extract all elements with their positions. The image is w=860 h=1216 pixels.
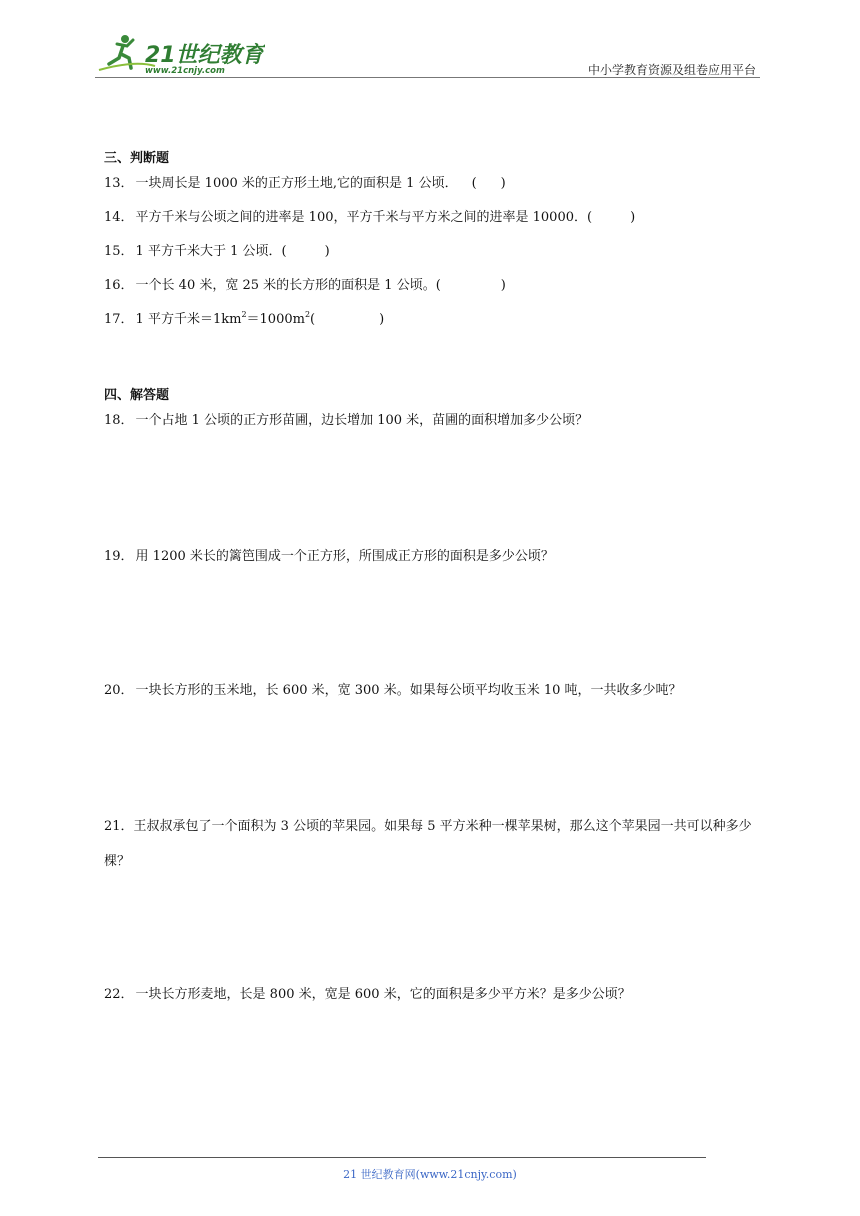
question-number: 16． [104, 278, 134, 293]
question-13 [104, 175, 506, 192]
section-title-problems: 四、解答题 [104, 388, 170, 403]
header-divider [95, 77, 760, 78]
question-text: 一块长方形的玉米地，长 600 米，宽 300 米。如果每公顷平均收玉米 10 吨，一共收多少吨？ [135, 683, 682, 698]
question-16 [104, 277, 506, 294]
question-text-part: 1 平方千米＝1km [135, 312, 242, 327]
question-text-part: ＝1000m [246, 312, 305, 327]
question-19 [104, 548, 554, 565]
question-22 [104, 986, 631, 1003]
svg-text:21世纪教育: 21世纪教育 [145, 43, 264, 68]
question-number: 21． [104, 819, 134, 834]
logo [95, 30, 265, 76]
superscript: 2 [304, 310, 311, 319]
question-number: 14． [104, 210, 134, 225]
question-text: 王叔叔承包了一个面积为 3 公顷的苹果园。如果每 5 平方米种一棵苹果树，那么这个苹果园一共可以种多少棵？ [104, 819, 752, 869]
answer-paren-open: ( [281, 244, 287, 259]
question-number: 19． [104, 549, 134, 564]
question-text: 用 1200 米长的篱笆围成一个正方形，所围成正方形的面积是多少公顷？ [135, 549, 554, 564]
question-text: 一块周长是 1000 米的正方形土地,它的面积是 1 公顷． [135, 176, 458, 191]
page-header [0, 0, 860, 80]
question-text: 一个占地 1 公顷的正方形苗圃，边长增加 100 米，苗圃的面积增加多少公顷？ [135, 413, 589, 428]
answer-paren-close: ) [324, 244, 330, 259]
question-15 [104, 243, 330, 260]
question-number: 20． [104, 683, 134, 698]
footer-link[interactable]: 21 世纪教育网(www.21cnjy.com) [343, 1168, 517, 1181]
question-text: 一个长 40 米，宽 25 米的长方形的面积是 1 公顷。 [135, 278, 436, 293]
question-21 [104, 809, 764, 879]
question-number: 13． [104, 176, 134, 191]
question-number: 18． [104, 413, 134, 428]
answer-paren-close: ) [630, 210, 636, 225]
answer-paren-open: ( [310, 312, 316, 327]
section-title-judgement: 三、判断题 [104, 151, 170, 166]
answer-paren-close: ) [500, 278, 506, 293]
answer-paren-close: ) [500, 176, 506, 191]
question-number: 17． [104, 312, 134, 327]
question-14 [104, 209, 635, 226]
question-text: 1 平方千米大于 1 公顷． [135, 244, 282, 259]
question-17 [104, 311, 384, 328]
answer-paren-open: ( [471, 176, 477, 191]
question-text: 一块长方形麦地，长是 800 米，宽是 600 米，它的面积是多少平方米？是多少公顷？ [135, 987, 631, 1002]
question-text: 平方千米与公顷之间的进率是 100，平方千米与平方米之间的进率是 10000． [135, 210, 587, 225]
question-18 [104, 412, 588, 429]
platform-name: 中小学教育资源及组卷应用平台 [587, 63, 756, 77]
answer-paren-open: ( [586, 210, 593, 225]
superscript: 2 [241, 310, 247, 319]
question-number: 22． [104, 987, 134, 1002]
svg-text:www.21cnjy.com: www.21cnjy.com [145, 66, 225, 76]
answer-paren-close: ) [379, 312, 385, 327]
question-number: 15． [104, 244, 134, 259]
question-20 [104, 682, 682, 699]
footer-divider [98, 1157, 706, 1158]
answer-paren-open: ( [435, 278, 441, 293]
